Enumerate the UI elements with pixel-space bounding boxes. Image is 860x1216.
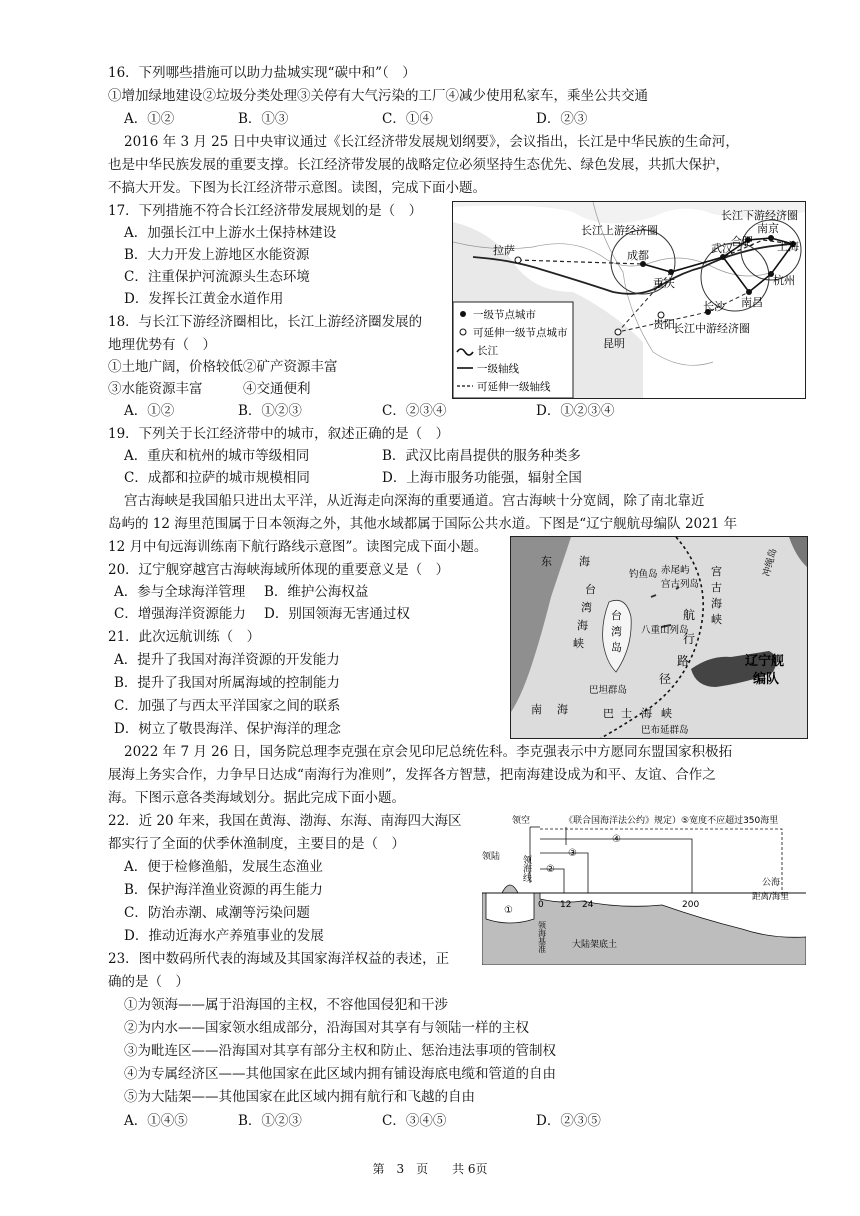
q21-option-b[interactable]: B．提升了我国对所属海域的控制能力: [114, 675, 340, 691]
label-hangzhou: 杭州: [773, 274, 795, 287]
q17-stem: 17．下列措施不符合长江经济带发展规划的是（ ）: [108, 203, 423, 219]
label-middle: 长江中游经济圈: [673, 322, 750, 335]
label-fleet-1: 辽宁舰: [745, 654, 785, 669]
label-donghai-1: 东: [541, 555, 552, 568]
label-changsha: 长沙: [703, 300, 725, 313]
q21-stem: 21．此次远航训练（ ）: [108, 629, 261, 645]
q21-option-d[interactable]: D．树立了敬畏海洋、保护海洋的理念: [114, 721, 341, 737]
q19-option-d[interactable]: D．上海市服务功能强，辐射全国: [382, 470, 582, 486]
legend-open-dot-icon: [460, 329, 466, 335]
passage1-line-1: 2016 年 3 月 25 日中央审议通过《长江经济带发展规划纲要》，会议指出，长江是中华民族的生命河，: [124, 134, 739, 150]
label-donghai-2: 海: [579, 555, 590, 568]
label-bashi-4: 峡: [661, 707, 672, 720]
label-route-4: 径: [659, 672, 672, 686]
label-fleet-2: 编队: [753, 672, 780, 687]
label-route-1: 航: [683, 608, 696, 622]
label-strait-2: 湾: [581, 601, 592, 614]
label-batan: 巴坦群岛: [589, 685, 628, 696]
yangtze-economic-belt-map: [452, 201, 806, 399]
q17-option-d[interactable]: D．发挥长江黄金水道作用: [124, 291, 284, 307]
label-guiyang: 贵阳: [653, 318, 675, 331]
label-bashi-2: 士: [621, 707, 632, 720]
q21-option-a[interactable]: A．提升了我国对海洋资源的开发能力: [114, 652, 340, 668]
legend-dot-icon: [460, 311, 466, 317]
label-shanghai: 上海: [777, 240, 799, 253]
sea-zone-diagram: [482, 809, 806, 965]
q23-item-4: ④为专属经济区——其他国家在此区域内拥有铺设海底电缆和管道的自由: [124, 1066, 556, 1082]
q22-option-b[interactable]: B．保护海洋渔业资源的再生能力: [124, 882, 323, 898]
q18-stem-line-2: 地理优势有（ ）: [108, 337, 216, 353]
label-chongqing: 重庆: [653, 277, 675, 290]
label-nanjing: 南京: [757, 222, 779, 235]
city-dot-open: [515, 257, 521, 263]
label-upper: 长江上游经济圈: [581, 224, 658, 237]
miyako-map-svg: [511, 537, 807, 738]
q23-option-d[interactable]: D．②③⑤: [536, 1113, 601, 1129]
label-hefei: 合肥: [731, 235, 753, 248]
q23-option-a[interactable]: A．①④⑤: [124, 1113, 188, 1129]
label-d200: 200: [682, 900, 700, 910]
q23-stem-line-1: 23．图中数码所代表的海域及其国家海洋权益的表述，正: [108, 951, 450, 967]
legend-item-4: 一级轴线: [477, 363, 519, 375]
q20-stem: 20．辽宁舰穿越宫古海峡海域所体现的重要意义是（ ）: [108, 562, 450, 578]
city-dot: [768, 235, 774, 241]
zone-4-line: [540, 839, 692, 893]
city-dot: [668, 269, 674, 275]
label-distance: 距离/海里: [752, 892, 789, 902]
q22-option-a[interactable]: A．便于检修渔船，发展生态渔业: [124, 859, 323, 875]
q19-option-b[interactable]: B．武汉比南昌提供的服务种类多: [382, 448, 581, 464]
passage1-line-2: 也是中华民族发展的重要支撑。长江经济带发展的战略定位必须坚持生态优先、绿色发展，共抓大保护，: [108, 157, 729, 173]
legend-item-5: 可延伸一级轴线: [477, 381, 551, 393]
q23-item-1: ①为领海——属于沿海国的主权，不容他国侵犯和干涉: [124, 997, 448, 1013]
q21-option-c[interactable]: C．加强了与西太平洋国家之间的联系: [114, 698, 341, 714]
q20-option-a[interactable]: A．参与全球海洋管理: [114, 584, 246, 600]
label-d12: 12: [560, 900, 572, 910]
q18-stem-line-1: 18．与长江下游经济圈相比，长江上游经济圈发展的: [108, 314, 423, 330]
passage3-line-2: 展海上务实合作，力争早日达成“南海行为准则”，发挥各方智慧，把南海建设成为和平、友谊、合作之: [108, 767, 716, 783]
label-strait-1: 台: [585, 583, 596, 596]
page-footer: 第 3 页 共 6页: [372, 1162, 488, 1176]
label-n4: ④: [612, 834, 621, 845]
passage2-line-3: 12 月中旬远海训练南下航行路线示意图”。读图完成下面小题。: [108, 539, 488, 555]
label-baseline-2: 领海基准: [537, 921, 547, 953]
q23-option-c[interactable]: C．③④⑤: [382, 1113, 447, 1129]
label-nanhai-2: 海: [557, 703, 568, 716]
label-kunming: 昆明: [603, 337, 625, 350]
q18-option-d[interactable]: D．①②③④: [536, 403, 615, 419]
label-nanchang: 南昌: [741, 296, 763, 309]
label-strait-3: 海: [577, 619, 588, 632]
q18-items-line-1: ①土地广阔，价格较低②矿产资源丰富: [108, 359, 338, 375]
q22-option-c[interactable]: C．防治赤潮、咸潮等污染问题: [124, 905, 310, 921]
q22-stem-line-2: 都实行了全面的伏季休渔制度，主要目的是（ ）: [108, 836, 405, 852]
label-chengdu: 成都: [627, 249, 649, 262]
label-miyako-1: 宫: [711, 565, 722, 578]
label-lasa: 拉萨: [493, 244, 515, 257]
q16-option-b[interactable]: B．①③: [238, 111, 289, 127]
label-miyako-3: 海: [711, 597, 722, 610]
q20-option-b[interactable]: B．维护公海权益: [264, 584, 369, 600]
q16-option-a[interactable]: A．①②: [124, 111, 175, 127]
q16-option-c[interactable]: C．①④: [382, 111, 433, 127]
label-taiwan-2: 湾: [611, 625, 622, 638]
q16-stem: 16．下列哪些措施可以助力盐城实现“碳中和”（ ）: [108, 65, 416, 81]
q17-option-c[interactable]: C．注重保护河流源头生态环境: [124, 269, 310, 285]
q16-option-d[interactable]: D．②③: [536, 111, 588, 127]
label-yaeyama: 八重山列岛: [641, 625, 689, 636]
label-route-2: 行: [683, 632, 696, 646]
label-miyako-2: 古: [711, 581, 722, 594]
passage3-line-1: 2022 年 7 月 26 日，国务院总理李克强在京会见印尼总统佐科。李克强表示中方愿同东盟国家积极拓: [124, 744, 733, 760]
q23-item-3: ③为毗连区——沿海国对其享有部分主权和防止、惩治违法事项的管制权: [124, 1043, 556, 1059]
q18-option-b[interactable]: B．①②③: [238, 403, 302, 419]
label-d0: 0: [538, 900, 544, 910]
q23-stem-line-2: 确的是（ ）: [108, 974, 189, 990]
q17-option-b[interactable]: B．大力开发上游地区水能资源: [124, 247, 310, 263]
label-airspace: 领空: [512, 816, 531, 826]
label-route-3: 路: [677, 654, 690, 668]
legend-item-1: 一级节点城市: [473, 309, 536, 321]
q18-option-c[interactable]: C．②③④: [382, 403, 447, 419]
label-taiwan-3: 岛: [611, 641, 622, 654]
passage2-line-2: 岛屿的 12 海里范围属于日本领海之外，其他水域都属于国际公共水道。下图是“辽宁舰航母编队 2021 年: [108, 516, 738, 532]
label-land: 领陆: [482, 852, 501, 862]
label-bashi-1: 巴: [603, 707, 614, 720]
label-wuhan: 武汉: [711, 242, 733, 255]
sea-zone-svg: [482, 809, 806, 965]
label-bashi-3: 海: [641, 707, 652, 720]
label-okinawa: 冲绳岛: [761, 547, 780, 578]
q19-option-a[interactable]: A．重庆和杭州的城市等级相同: [124, 448, 310, 464]
q16-items: ①增加绿地建设②垃圾分类处理③关停有大气污染的工厂④减少使用私家车，乘坐公共交通: [108, 88, 648, 104]
label-diaoyu: 钓鱼岛: [629, 569, 658, 580]
q22-option-d[interactable]: D．推动近海水产养殖事业的发展: [124, 928, 324, 944]
q23-item-5: ⑤为大陆架——其他国家在此区域内拥有航行和飞越的自由: [124, 1089, 475, 1105]
label-shelf: 大陆架底土: [572, 940, 618, 950]
q20-option-c[interactable]: C．增强海洋资源能力: [114, 606, 246, 622]
label-lower: 长江下游经济圈: [721, 209, 798, 222]
label-baseline: 领海线: [521, 855, 531, 882]
label-n3: ③: [568, 848, 577, 859]
passage2-line-1: 宫古海峡是我国船只进出太平洋，从近海走向深海的重要通道。宫古海峡十分宽阔，除了南北靠近: [124, 493, 705, 509]
miyako-route-map: [510, 536, 808, 739]
q23-item-2: ②为内水——国家领水组成部分，沿海国对其享有与领陆一样的主权: [124, 1020, 529, 1036]
label-nanhai-1: 南: [531, 703, 542, 716]
q22-stem-line-1: 22．近 20 年来，我国在黄海、渤海、东海、南海四大海区: [108, 813, 462, 829]
q23-option-b[interactable]: B．①②③: [238, 1113, 302, 1129]
label-strait-4: 峡: [573, 637, 584, 650]
city-dot-open: [615, 329, 621, 335]
passage1-line-3: 不搞大开发。下图为长江经济带示意图。读图，完成下面小题。: [108, 180, 486, 196]
q18-items-line-2: ③水能资源丰富 ④交通便利: [108, 381, 311, 397]
legend-item-2: 可延伸一级节点城市: [473, 327, 568, 339]
label-note: 《联合国海洋法公约》规定）⑤宽度不应超过350海里: [564, 816, 779, 826]
q19-option-c[interactable]: C．成都和拉萨的城市规模相同: [124, 470, 310, 486]
label-miyako-isl: 宫古列岛: [661, 579, 700, 590]
label-d24: 24: [582, 900, 594, 910]
q19-stem: 19．下列关于长江经济带中的城市，叙述正确的是（ ）: [108, 426, 450, 442]
q17-option-a[interactable]: A．加强长江中上游水土保持林建设: [124, 225, 337, 241]
passage3-line-3: 海。下图示意各类海域划分。据此完成下面小题。: [108, 790, 405, 806]
label-taiwan-1: 台: [611, 609, 622, 622]
legend-item-3: 长江: [477, 345, 498, 357]
q20-option-d[interactable]: D．别国领海无害通过权: [264, 606, 410, 622]
label-n1: ①: [504, 905, 513, 916]
city-dot: [746, 289, 752, 295]
q18-option-a[interactable]: A．①②: [124, 403, 175, 419]
label-miyako-4: 峡: [711, 613, 722, 626]
label-highsea: 公海: [762, 878, 781, 888]
yangtze-map-svg: [453, 202, 805, 398]
label-babuyan: 巴布延群岛: [641, 725, 689, 736]
label-chiwei: 赤尾屿: [661, 565, 690, 576]
label-n2: ②: [546, 864, 555, 875]
